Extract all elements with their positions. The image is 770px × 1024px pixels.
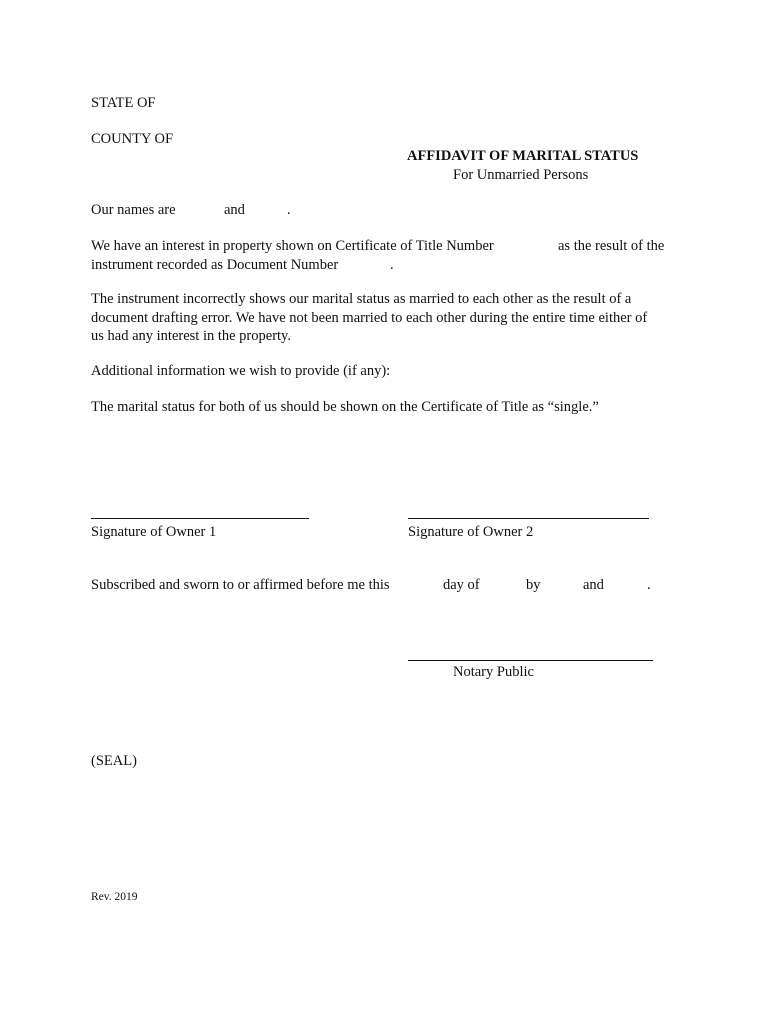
names-prefix: Our names are (91, 202, 176, 218)
document-number-field[interactable] (351, 257, 387, 273)
document-subtitle: For Unmarried Persons (453, 167, 589, 183)
by-label: by (526, 577, 541, 593)
owner1-name-field[interactable] (182, 202, 220, 218)
notary-and-label: and (583, 577, 604, 593)
error-paragraph-line-2: document drafting error. We have not been married to each other during the entire time either of (91, 310, 648, 326)
seal-label: (SEAL) (91, 753, 137, 769)
names-and: and (224, 202, 245, 218)
state-label: STATE OF (91, 95, 156, 111)
notary-signature-line[interactable] (408, 660, 653, 661)
document-title: AFFIDAVIT OF MARITAL STATUS (407, 148, 639, 164)
names-end: . (287, 202, 291, 218)
additional-info-label: Additional information we wish to provide (if any): (91, 363, 391, 379)
title-number-field[interactable] (514, 238, 554, 254)
owner2-signature-line[interactable] (408, 518, 649, 519)
error-paragraph-line-1: The instrument incorrectly shows our marital status as married to each other as the result of a (91, 291, 632, 307)
county-label: COUNTY OF (91, 131, 174, 147)
owner2-signature-label: Signature of Owner 2 (408, 524, 534, 540)
affiant2-field[interactable] (608, 577, 644, 593)
owner1-signature-label: Signature of Owner 1 (91, 524, 217, 540)
day-of-label: day of (443, 577, 480, 593)
interest-text: We have an interest in property shown on Certificate of Title Number (91, 238, 494, 254)
error-paragraph-line-3: us had any interest in the property. (91, 328, 291, 344)
notary-public-label: Notary Public (453, 664, 534, 680)
owner1-signature-line[interactable] (91, 518, 309, 519)
affiant1-field[interactable] (545, 577, 579, 593)
sworn-end: . (647, 577, 651, 593)
month-field[interactable] (486, 577, 522, 593)
revision-note: Rev. 2019 (91, 891, 138, 903)
instrument-text: instrument recorded as Document Number (91, 257, 339, 273)
status-statement: The marital status for both of us should be shown on the Certificate of Title as “single.” (91, 399, 599, 415)
interest-suffix: as the result of the (558, 238, 665, 254)
additional-info-field[interactable] (406, 363, 666, 379)
instrument-end: . (390, 257, 394, 273)
sworn-statement: Subscribed and sworn to or affirmed before me this (91, 577, 390, 593)
owner2-name-field[interactable] (250, 202, 284, 218)
day-field[interactable] (406, 577, 440, 593)
